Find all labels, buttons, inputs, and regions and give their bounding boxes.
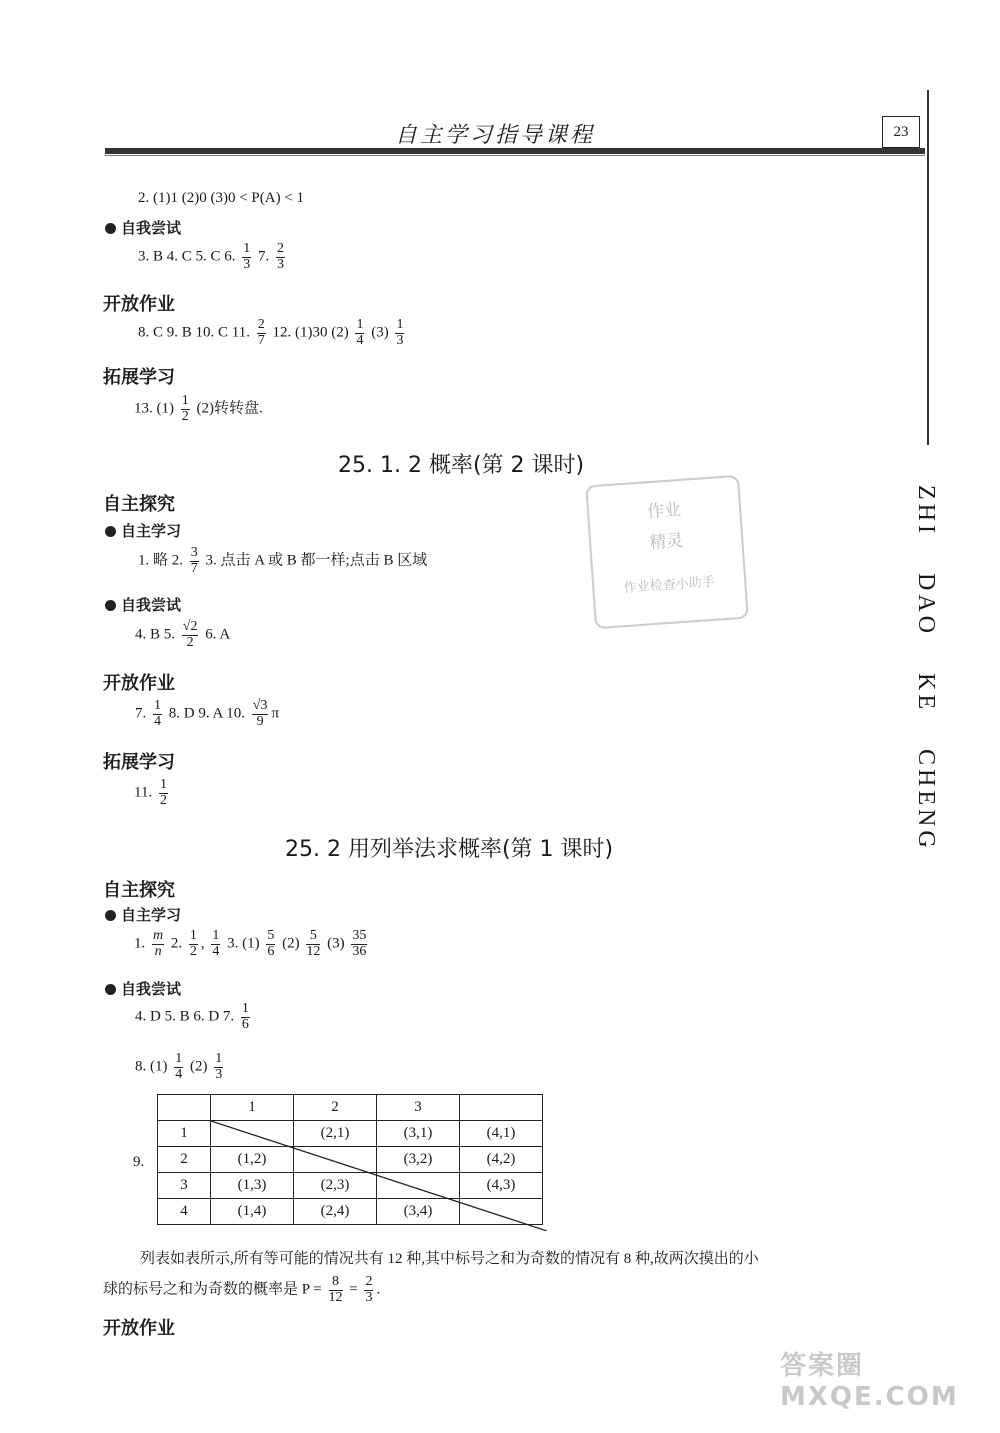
fraction: $\frac{1}{4}$ bbox=[356, 317, 364, 348]
table-cell: (3,2) bbox=[377, 1147, 460, 1173]
bullet-icon bbox=[105, 600, 116, 611]
fraction: $\frac{3}{7}$ bbox=[190, 545, 198, 576]
bullet-icon bbox=[105, 910, 116, 921]
side-word: ZHI bbox=[913, 485, 939, 537]
subsection-label: 自我尝试 bbox=[105, 217, 181, 238]
section-label: 拓展学习 bbox=[103, 367, 175, 388]
answer-line: 2. (1)1 (2)0 (3)0 < P(A) < 1 bbox=[138, 190, 305, 206]
page-number: 23 bbox=[882, 116, 920, 148]
fraction: $\frac{1}{2}$ bbox=[159, 777, 167, 808]
fraction: $\frac{2}{7}$ bbox=[257, 317, 265, 348]
fraction: $\frac{8}{12}$ bbox=[328, 1274, 343, 1305]
section-label: 自主探究 bbox=[103, 494, 175, 515]
fraction: $\frac{2}{3}$ bbox=[277, 241, 285, 272]
side-word: CHENG bbox=[913, 748, 939, 852]
stamp-logo: 作业 精灵 作业检查小助手 bbox=[585, 475, 749, 629]
table-cell: 2 bbox=[158, 1147, 211, 1173]
side-vertical-text bbox=[912, 485, 939, 878]
section-label: 开放作业 bbox=[103, 1318, 175, 1339]
answer-line: 8. C 9. B 10. C 11. $\frac{2}{7}$ 12. (1)30 (2) $\frac{1}{4}$ (3) $\frac{1}{3}$ bbox=[138, 317, 404, 348]
fraction: $\frac{√2}{2}$ bbox=[182, 619, 198, 650]
table-diagonal-line bbox=[211, 1121, 547, 1231]
fraction: $\frac{1}{2}$ bbox=[181, 393, 189, 424]
table-cell: (2,4) bbox=[294, 1199, 377, 1225]
fraction: $\frac{1}{4}$ bbox=[175, 1051, 183, 1082]
explanation-text: 列表如表所示,所有等可能的情况共有 12 种,其中标号之和为奇数的情况有 8 种,故两次摸出的小 bbox=[140, 1251, 759, 1267]
answer-line: 7. $\frac{1}{4}$ 8. D 9. A 10. $\frac{√3}{9}$ π bbox=[135, 698, 280, 729]
answer-line: 11. $\frac{1}{2}$ bbox=[134, 777, 167, 808]
fraction: $\frac{1}{3}$ bbox=[215, 1051, 223, 1082]
table-cell bbox=[158, 1095, 211, 1121]
section-heading: 25. 2 用列举法求概率(第 1 课时) bbox=[285, 837, 614, 862]
table-cell: (1,3) bbox=[211, 1173, 294, 1199]
answer-line: 4. D 5. B 6. D 7. $\frac{1}{6}$ bbox=[135, 1001, 249, 1032]
section-label: 开放作业 bbox=[103, 294, 175, 315]
table-cell: 1 bbox=[211, 1095, 294, 1121]
side-word: KE bbox=[913, 672, 939, 713]
header-rule-thin bbox=[105, 155, 925, 156]
section-heading: 25. 1. 2 概率(第 2 课时) bbox=[338, 453, 585, 478]
fraction: $\frac{1}{4}$ bbox=[212, 928, 220, 959]
table-cell: (3,4) bbox=[377, 1199, 460, 1225]
subsection-label: 自我尝试 bbox=[105, 978, 181, 999]
section-label: 开放作业 bbox=[103, 673, 175, 694]
table-cell: 1 bbox=[158, 1121, 211, 1147]
table-cell: (2,1) bbox=[294, 1121, 377, 1147]
table-cell: 2 bbox=[294, 1095, 377, 1121]
bullet-icon bbox=[105, 526, 116, 537]
fraction: $\frac{1}{3}$ bbox=[243, 241, 251, 272]
table-cell: (4,2) bbox=[460, 1147, 543, 1173]
table-cell bbox=[460, 1095, 543, 1121]
question-number: 9. bbox=[133, 1154, 145, 1170]
answer-line: 8. (1) $\frac{1}{4}$ (2) $\frac{1}{3}$ bbox=[135, 1051, 223, 1082]
section-label: 自主探究 bbox=[103, 880, 175, 901]
side-word: DAO bbox=[913, 572, 939, 637]
fraction: $\frac{m}{n}$ bbox=[153, 928, 164, 959]
explanation-text: 球的标号之和为奇数的概率是 P = $\frac{8}{12}$ = $\frac{2}{3}$ . bbox=[103, 1274, 381, 1305]
fraction: $\frac{1}{2}$ bbox=[189, 928, 197, 959]
fraction: $\frac{2}{3}$ bbox=[365, 1274, 373, 1305]
fraction: $\frac{5}{12}$ bbox=[306, 928, 321, 959]
table-cell: 4 bbox=[158, 1199, 211, 1225]
answer-line: 4. B 5. $\frac{√2}{2}$ 6. A bbox=[135, 619, 231, 650]
table-row bbox=[158, 1095, 543, 1121]
fraction: $\frac{5}{6}$ bbox=[267, 928, 275, 959]
fraction: $\frac{35}{36}$ bbox=[352, 928, 367, 959]
table-cell: (4,1) bbox=[460, 1121, 543, 1147]
table-cell: (4,3) bbox=[460, 1173, 543, 1199]
subsection-label: 自主学习 bbox=[105, 520, 181, 541]
fraction: $\frac{1}{3}$ bbox=[396, 317, 404, 348]
side-divider bbox=[927, 90, 929, 445]
table-cell: (2,3) bbox=[294, 1173, 377, 1199]
header-rule bbox=[105, 148, 925, 154]
section-label: 拓展学习 bbox=[103, 752, 175, 773]
table-cell: (1,4) bbox=[211, 1199, 294, 1225]
answer-line: 13. (1) $\frac{1}{2}$ (2)转转盘. bbox=[134, 393, 263, 424]
fraction: $\frac{√3}{9}$ bbox=[252, 698, 268, 729]
answer-line: 3. B 4. C 5. C 6. $\frac{1}{3}$ 7. $\frac{2}{3}$ bbox=[138, 241, 285, 272]
table-cell: 3 bbox=[158, 1173, 211, 1199]
table-cell: (3,1) bbox=[377, 1121, 460, 1147]
fraction: $\frac{1}{4}$ bbox=[154, 698, 161, 729]
fraction: $\frac{1}{6}$ bbox=[241, 1001, 249, 1032]
subsection-label: 自主学习 bbox=[105, 904, 181, 925]
watermark: 答案圈 MXQE.COM bbox=[780, 1351, 959, 1412]
table-cell: (1,2) bbox=[211, 1147, 294, 1173]
table-cell: 3 bbox=[377, 1095, 460, 1121]
answer-line: 1. 略 2. $\frac{3}{7}$ 3. 点击 A 或 B 都一样;点击 B 区域 bbox=[138, 545, 428, 576]
answer-line: 1. $\frac{m}{n}$ 2. $\frac{1}{2}$ , $\frac{1}{4}$ 3. (1) $\frac{5}{6}$ (2) $\frac{5}{12}$ (3) $\frac{35}{36}$ bbox=[134, 928, 367, 959]
bullet-icon bbox=[105, 984, 116, 995]
subsection-label: 自我尝试 bbox=[105, 594, 181, 615]
header-title: 自主学习指导课程 bbox=[395, 123, 596, 148]
bullet-icon bbox=[105, 223, 116, 234]
